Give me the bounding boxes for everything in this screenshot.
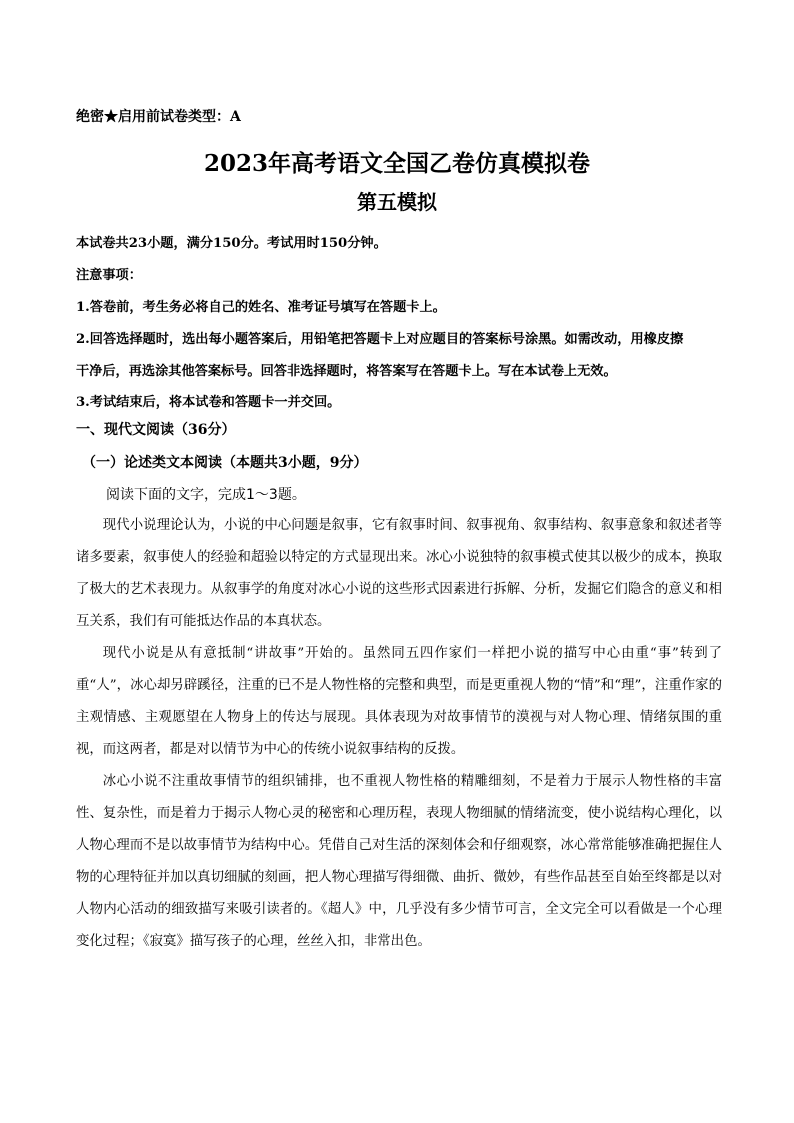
confidential-label: 绝密★启用前试卷类型：A	[76, 109, 241, 125]
passage-paragraph-3: 冰心小说不注重故事情节的组织铺排，也不重视人物性格的精雕细刻，不是着力于展示人物性格的丰富性、复杂性，而是着力于揭示人物心灵的秘密和心理历程，表现人物细腻的情绪流变，使小说结构心理化，以人物心理而不是以故事情节为结构中心。凭借自己对生活的深刻体会和仔细观察，冰心常常能够准确把握住人物的心理特征并加以真切细腻的刻画，把人物心理描写得细微、曲折、微妙，有些作品甚至自始至终都是以对人物内心活动的细致描写来吸引读者的。《超人》中，几乎没有多少情节可言，全文完全可以看做是一个心理变化过程；《寂寞》描写孩子的心理，丝丝入扣，非常出色。	[76, 774, 722, 949]
notice-item-3: 3.考试结束后，将本试卷和答题卡一并交回。	[76, 395, 341, 410]
page-title: 2023年高考语文全国乙卷仿真模拟卷	[203, 150, 590, 177]
section-heading: 一、现代文阅读（36分）	[76, 422, 236, 438]
subsection-heading: （一）论述类文本阅读（本题共3小题，9分）	[82, 455, 368, 471]
notice-item-1: 1.答卷前，考生务必将自己的姓名、准考证号填写在答题卡上。	[76, 300, 446, 315]
notice-heading: 注意事项：	[76, 268, 142, 283]
reading-instruction: 阅读下面的文字，完成1～3题。	[106, 487, 306, 503]
passage	[76, 510, 722, 958]
exam-summary: 本试卷共23小题，满分150分。考试用时150分钟。	[76, 236, 387, 251]
passage-paragraph-1: 现代小说理论认为，小说的中心问题是叙事，它有叙事时间、叙事视角、叙事结构、叙事意象和叙述者等诸多要素，叙事使人的经验和超验以特定的方式显现出来。冰心小说独特的叙事模式使其以极少的成本，换取了极大的艺术表现力。从叙事学的角度对冰心小说的这些形式因素进行拆解、分析，发掘它们隐含的意义和相互关系，我们有可能抵达作品的本真状态。	[76, 518, 722, 629]
passage-paragraph-2: 现代小说是从有意抵制“讲故事”开始的。虽然同五四作家们一样把小说的描写中心由重“事”转到了重“人”，冰心却另辟蹊径，注重的已不是人物性格的完整和典型，而是更重视人物的“情”和“理”，注重作家的主观情感、主观愿望在人物身上的传达与展现。具体表现为对故事情节的漠视与对人物心理、情绪氛围的重视，而这两者，都是对以情节为中心的传统小说叙事结构的反拨。	[76, 646, 722, 757]
page-subtitle: 第五模拟	[357, 190, 437, 214]
notice-item-2-continued: 干净后，再选涂其他答案标号。回答非选择题时，将答案写在答题卡上。写在本试卷上无效。	[76, 364, 617, 379]
notice-item-2: 2.回答选择题时，选出每小题答案后，用铅笔把答题卡上对应题目的答案标号涂黑。如需改动，用橡皮擦	[76, 332, 684, 347]
